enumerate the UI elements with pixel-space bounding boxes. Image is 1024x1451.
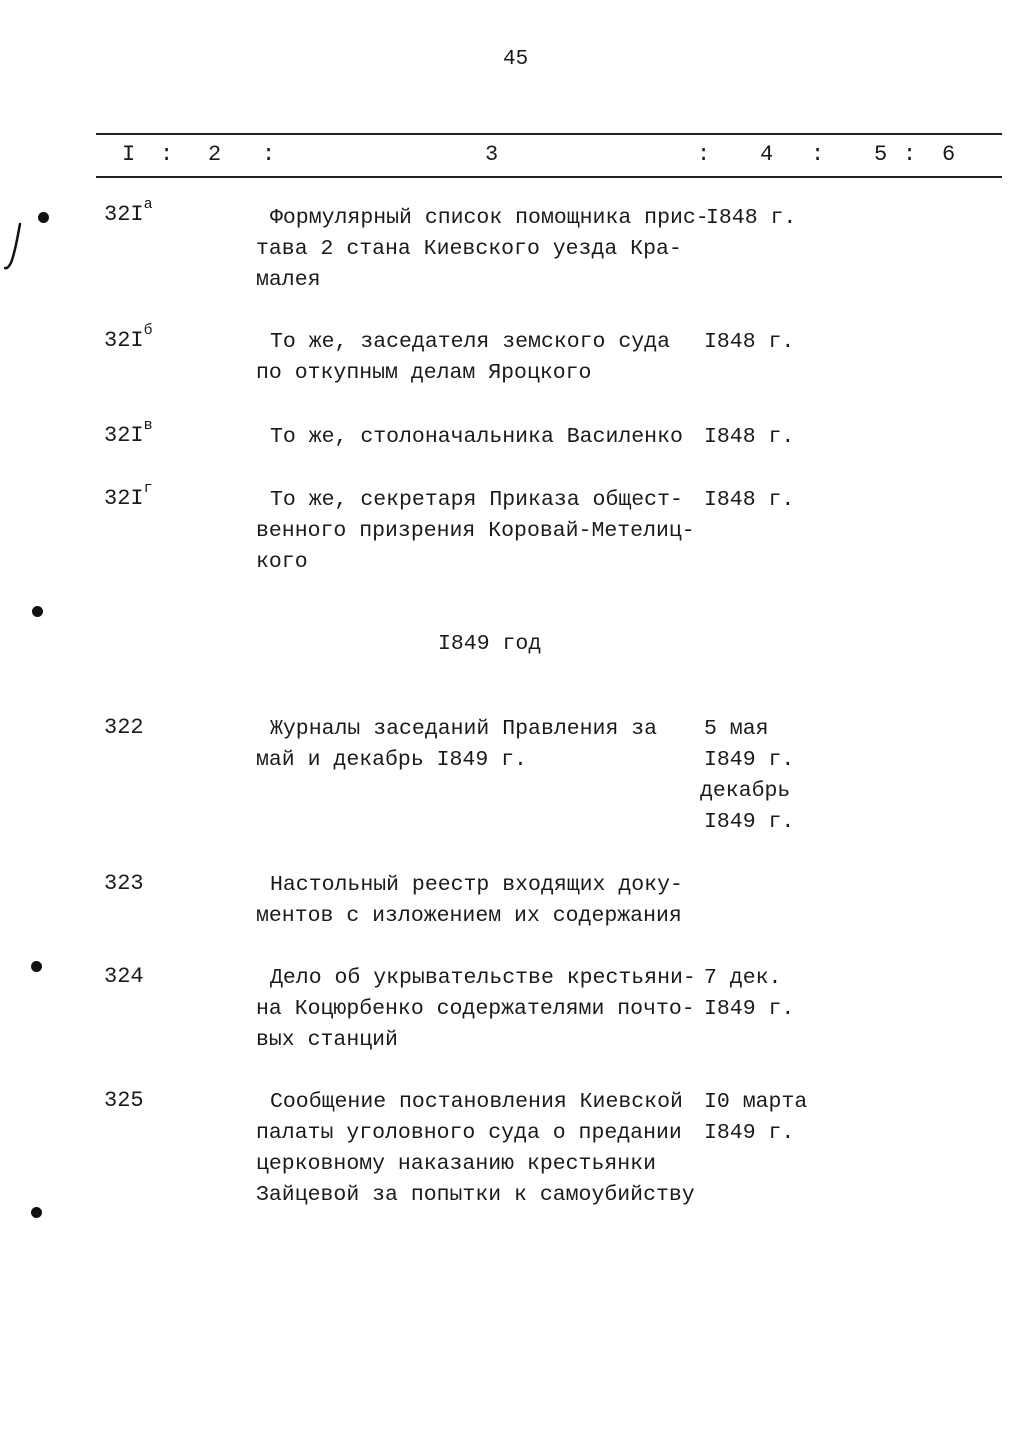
- entry-description: Журналы заседаний Правления за май и декабрь I849 г.: [256, 717, 658, 772]
- col-sep: :: [262, 142, 276, 167]
- col-header-5: 5: [874, 142, 888, 167]
- binder-hole-mark: [31, 1207, 42, 1218]
- entry-description: Формулярный список помощника прис- тава 2 стана Киевского уезда Кра- малея: [256, 206, 709, 292]
- entry-number: 325: [104, 1088, 144, 1113]
- entry-date: I848 г.: [706, 206, 797, 230]
- entry-number: $32I^г$: [104, 480, 153, 511]
- entry-date: I848 г.: [704, 425, 795, 449]
- col-header-6: 6: [942, 142, 956, 167]
- entry-date: I848 г.: [704, 330, 795, 354]
- col-header-1: I: [122, 142, 136, 167]
- binder-hole-mark: [38, 212, 49, 223]
- entry-date: 5 мая I849 г. декабрь I849 г.: [700, 717, 795, 834]
- section-heading-1849: I849 год: [438, 632, 542, 656]
- col-sep: :: [160, 142, 174, 167]
- entry-description: То же, заседателя земского суда по откупным делам Яроцкого: [256, 330, 670, 385]
- entry-number: $32I^в$: [104, 417, 153, 448]
- header-bottom-rule: [96, 176, 1002, 178]
- entry-number: 324: [104, 964, 144, 989]
- binder-hole-mark: [32, 606, 43, 617]
- entry-number: 323: [104, 871, 144, 896]
- header-top-rule: [96, 133, 1002, 135]
- pen-mark-icon: [4, 222, 22, 272]
- col-header-3: 3: [485, 142, 499, 167]
- entry-description: Сообщение постановления Киевской палаты уголовного суда о предании церковному наказанию крестьянки Зайцевой за попытки к самоубийству: [256, 1090, 695, 1207]
- entry-date: I0 марта I849 г.: [704, 1090, 808, 1145]
- col-header-4: 4: [760, 142, 774, 167]
- entry-description: То же, секретаря Приказа общест- венного призрения Коровай-Метелиц- кого: [256, 488, 695, 574]
- entry-number: 322: [104, 715, 144, 740]
- col-header-2: 2: [208, 142, 222, 167]
- entry-number: $32I^а$: [104, 196, 153, 227]
- entry-description: Дело об укрывательстве крестьяни- на Коцюрбенко содержателями почто- вых станций: [256, 966, 696, 1052]
- binder-hole-mark: [31, 961, 42, 972]
- col-sep: :: [697, 142, 711, 167]
- entry-date: I848 г.: [704, 488, 795, 512]
- entry-number: $32I^б$: [104, 322, 153, 353]
- page-number: 45: [503, 48, 529, 71]
- col-sep: :: [903, 142, 917, 167]
- entry-description: То же, столоначальника Василенко: [270, 425, 683, 449]
- entry-description: Настольный реестр входящих доку- ментов с изложением их содержания: [256, 873, 683, 928]
- entry-date: 7 дек. I849 г.: [704, 966, 795, 1021]
- col-sep: :: [811, 142, 825, 167]
